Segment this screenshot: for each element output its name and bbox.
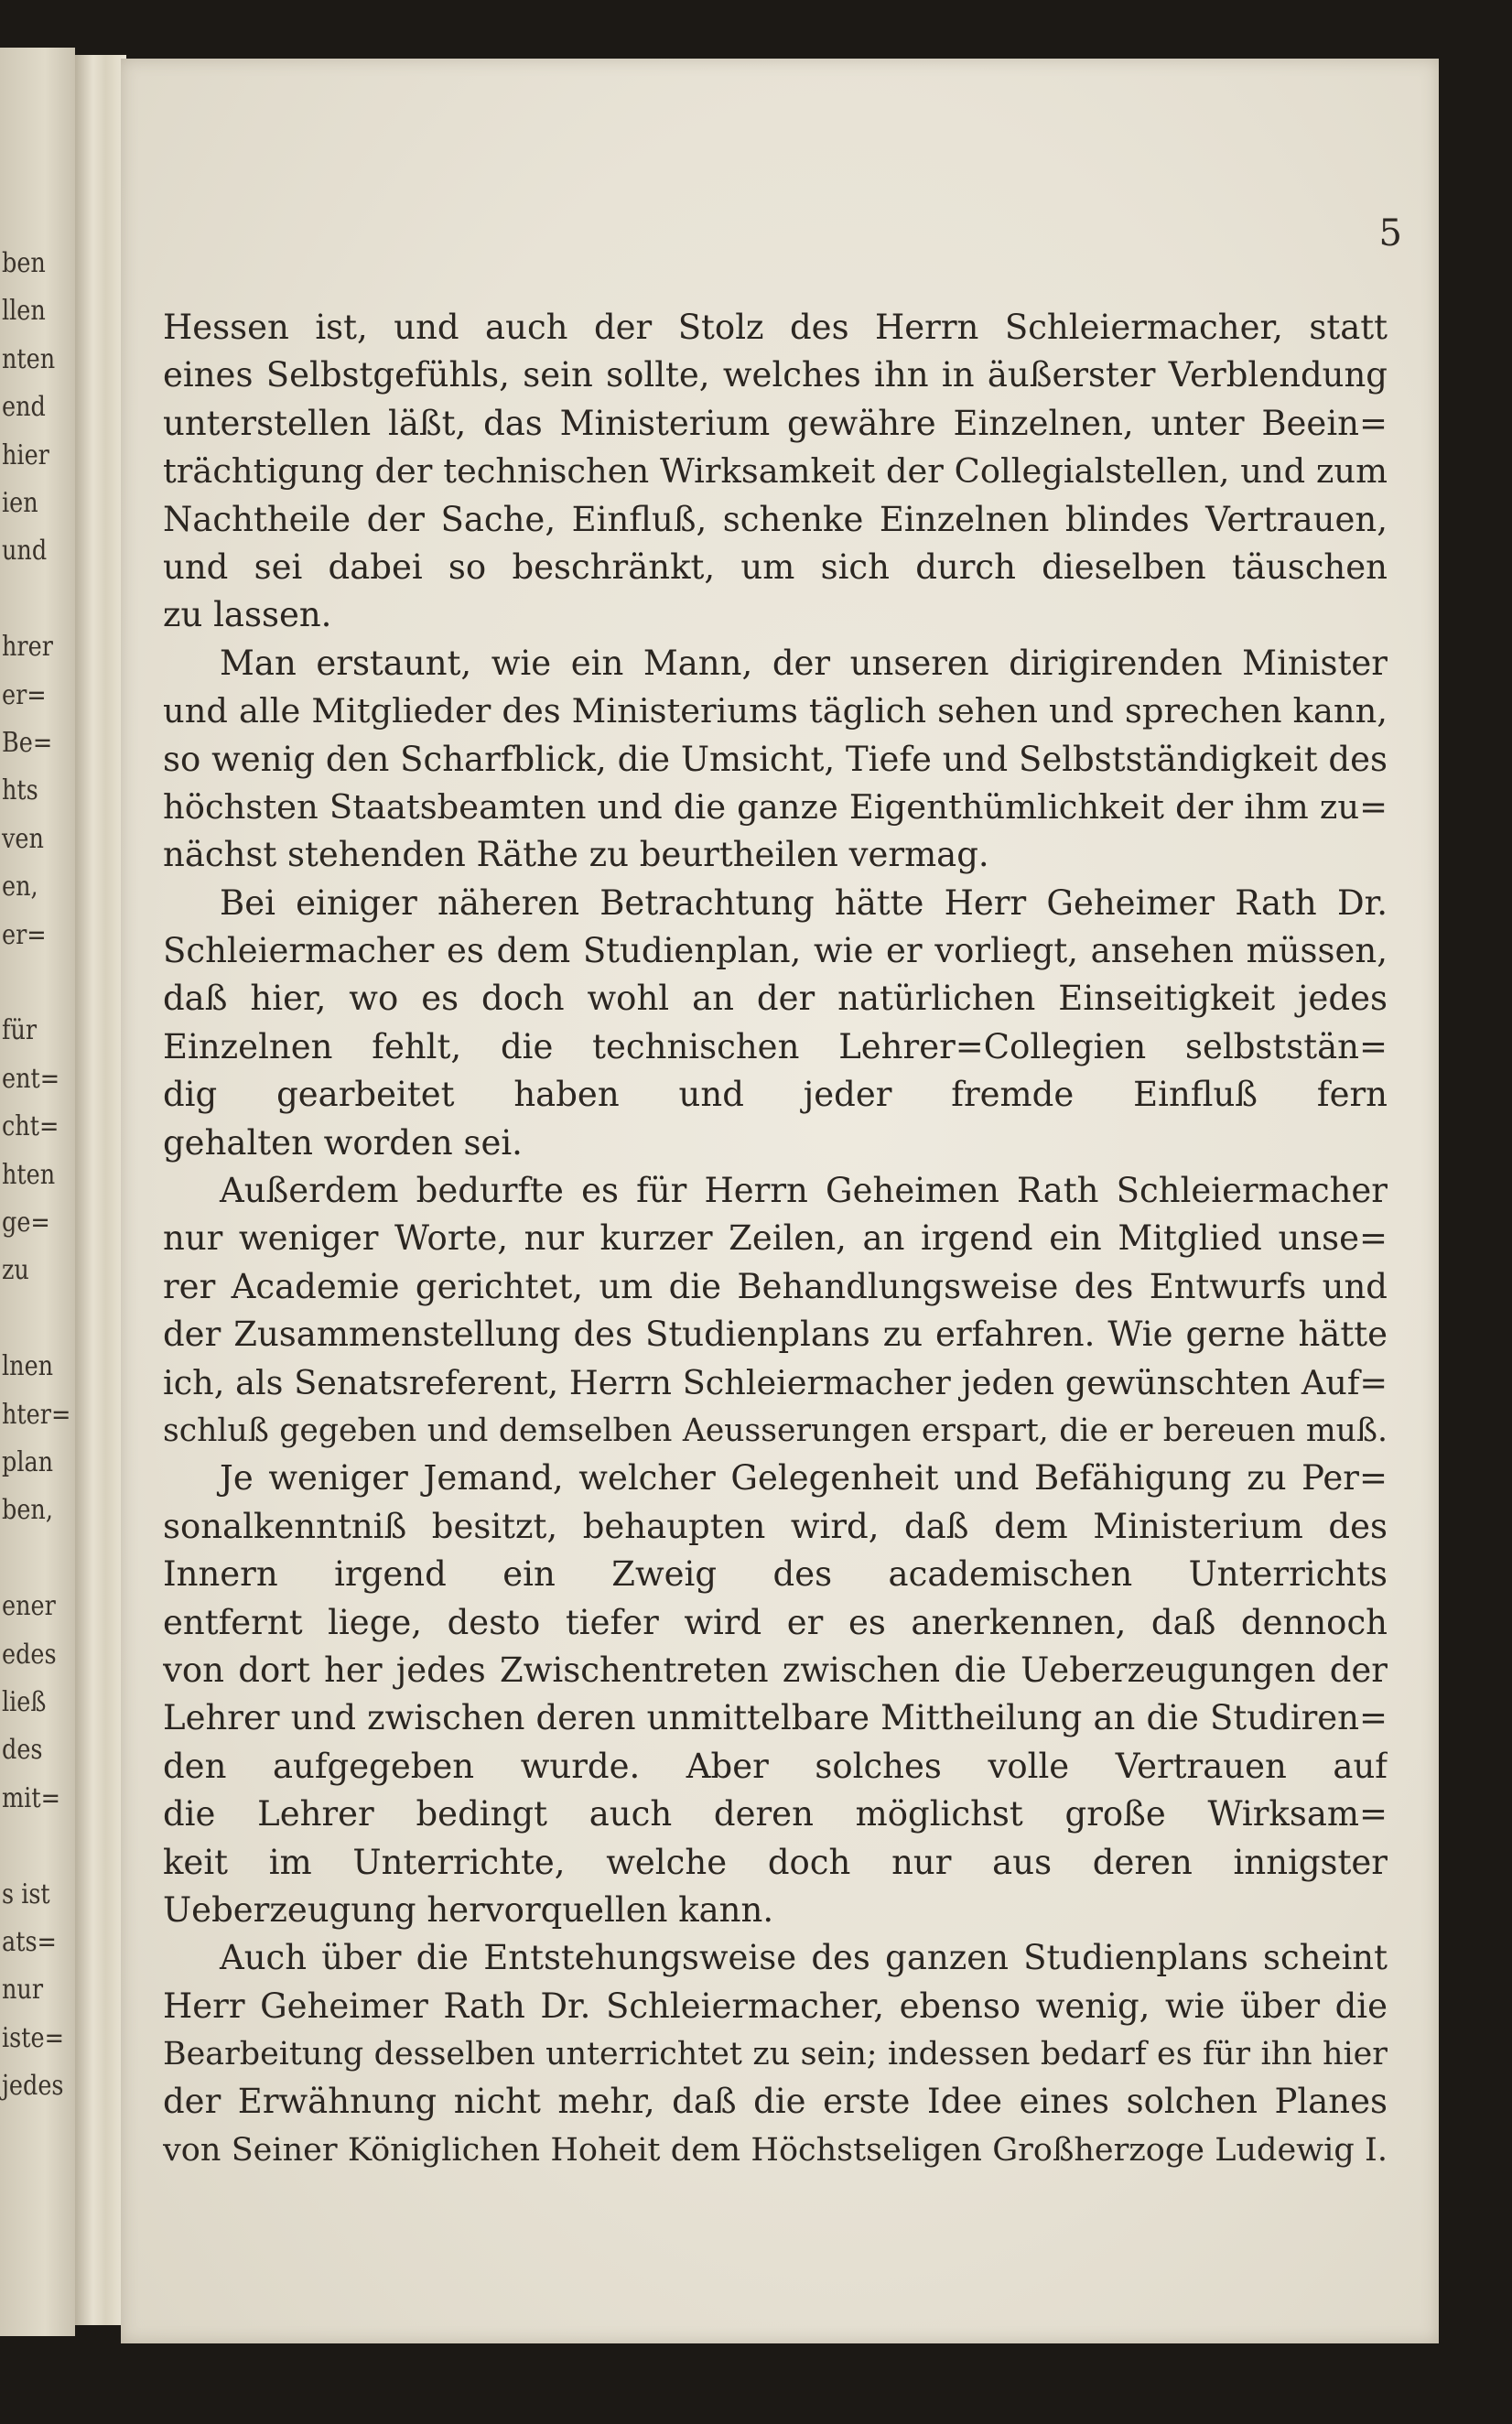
previous-page-fragment: s ist (2, 1878, 50, 1910)
previous-page-fragment: hts (2, 774, 38, 807)
previous-page-fragment: er= (2, 678, 47, 711)
previous-page-fragment: llen (2, 295, 46, 328)
previous-page-fragment: cht= (2, 1110, 59, 1143)
text-line: unterstellen läßt, das Ministerium gewähre Einzelnen, unter Beein= (163, 403, 1388, 443)
text-line: Ueberzeugung hervorquellen kann. (163, 1889, 774, 1930)
text-line: Bearbeitung desselben unterrichtet zu sein; indessen bedarf es für ihn hier (163, 2036, 1388, 2073)
previous-page-fragment: end (2, 391, 46, 424)
text-line: Schleiermacher es dem Studienplan, wie er vorliegt, ansehen müssen, (163, 931, 1388, 971)
text-line: Einzelnen fehlt, die technischen Lehrer=Collegien selbststän= (163, 1026, 1388, 1066)
previous-page-fragment: plan (2, 1446, 54, 1478)
previous-page-fragment: nur (2, 1974, 44, 2007)
previous-page-fragment: ven (2, 822, 44, 855)
page-number: 5 (1378, 212, 1402, 254)
previous-page-fragment: zu (2, 1254, 29, 1287)
text-line: von dort her jedes Zwischentreten zwischen die Ueberzeugungen der (163, 1650, 1388, 1690)
previous-page-fragment: jedes (2, 2070, 64, 2103)
previous-page-fragment: nten (2, 342, 56, 375)
text-line: höchsten Staatsbeamten und die ganze Eigenthümlichkeit der ihm zu= (163, 786, 1388, 827)
text-line: die Lehrer bedingt auch deren möglichst große Wirksam= (163, 1794, 1388, 1834)
previous-page-fragment: ben, (2, 1494, 53, 1527)
previous-page-fragment: ent= (2, 1062, 60, 1095)
text-line: Bei einiger näheren Betrachtung hätte Herr Geheimer Rath Dr. (220, 882, 1388, 923)
text-line: nur weniger Worte, nur kurzer Zeilen, an irgend ein Mitglied unse= (163, 1218, 1388, 1259)
text-line: nächst stehenden Räthe zu beurtheilen vermag. (163, 835, 989, 875)
text-line: Je weniger Jemand, welcher Gelegenheit und Befähigung zu Per= (220, 1458, 1388, 1499)
text-line: zu lassen. (163, 595, 332, 635)
previous-page-fragment: ener (2, 1590, 56, 1623)
text-line: sonalkenntniß besitzt, behaupten wird, daß dem Ministerium des (163, 1506, 1388, 1546)
previous-page-fragment: ge= (2, 1207, 50, 1239)
text-line: gehalten worden sei. (163, 1122, 523, 1163)
previous-page-fragment: hrer (2, 631, 53, 664)
text-line: trächtigung der technischen Wirksamkeit der Collegialstellen, und zum (163, 451, 1388, 492)
previous-page-fragment: und (2, 535, 48, 568)
text-line: und alle Mitglieder des Ministeriums täglich sehen und sprechen kann, (163, 691, 1388, 731)
previous-page-fragment: ats= (2, 1926, 57, 1958)
previous-page-fragment: Be= (2, 727, 53, 759)
text-line: Herr Geheimer Rath Dr. Schleiermacher, ebenso wenig, wie über die (163, 1986, 1388, 2026)
text-line: ich, als Senatsreferent, Herrn Schleiermacher jeden gewünschten Auf= (163, 1362, 1388, 1402)
body-text (163, 304, 1388, 2174)
previous-page-fragment: er= (2, 918, 47, 951)
text-line: Auch über die Entstehungsweise des ganzen Studienplans scheint (220, 1938, 1388, 1978)
previous-page-fragment: ließ (2, 1686, 47, 1718)
text-line: den aufgegeben wurde. Aber solches volle Vertrauen auf (163, 1746, 1388, 1786)
text-line: eines Selbstgefühls, sein sollte, welches ihn in äußerster Verblendung (163, 355, 1388, 395)
text-line: von Seiner Königlichen Hoheit dem Höchstseligen Großherzoge Ludewig I. (163, 2131, 1388, 2169)
previous-page-fragment: hier (2, 438, 49, 471)
text-line: so wenig den Scharfblick, die Umsicht, Tiefe und Selbstständigkeit des (163, 739, 1388, 779)
text-line: Man erstaunt, wie ein Mann, der unseren dirigirenden Minister (220, 643, 1388, 683)
text-line: keit im Unterrichte, welche doch nur aus deren innigster (163, 1842, 1388, 1882)
book-gutter (75, 55, 126, 2325)
previous-page-fragment: ben (2, 247, 46, 279)
text-line: daß hier, wo es doch wohl an der natürlichen Einseitigkeit jedes (163, 979, 1388, 1019)
previous-page-fragment: hter= (2, 1398, 71, 1431)
text-line: der Erwähnung nicht mehr, daß die erste Idee eines solchen Planes (163, 2082, 1388, 2122)
previous-page-edge (0, 48, 75, 2336)
previous-page-fragment: des (2, 1734, 43, 1767)
text-line: Hessen ist, und auch der Stolz des Herrn Schleiermacher, statt (163, 308, 1388, 347)
previous-page-fragment: für (2, 1014, 38, 1047)
previous-page-fragment: iste= (2, 2021, 64, 2054)
text-line: rer Academie gerichtet, um die Behandlungsweise des Entwurfs und (163, 1266, 1388, 1306)
previous-page-fragment: lnen (2, 1350, 54, 1383)
previous-page-fragment: ien (2, 487, 38, 519)
previous-page-fragment: edes (2, 1638, 57, 1671)
text-line: Nachtheile der Sache, Einfluß, schenke Einzelnen blindes Vertrauen, (163, 499, 1388, 539)
text-line: entfernt liege, desto tiefer wird er es anerkennen, daß dennoch (163, 1602, 1388, 1642)
text-line: Außerdem bedurfte es für Herrn Geheimen Rath Schleiermacher (220, 1171, 1388, 1211)
previous-page-fragment: mit= (2, 1781, 60, 1814)
book-page (121, 59, 1439, 2343)
previous-page-fragment: en, (2, 871, 38, 904)
previous-page-fragment: hten (2, 1158, 56, 1191)
text-line: Lehrer und zwischen deren unmittelbare Mittheilung an die Studiren= (163, 1698, 1388, 1738)
text-line: dig gearbeitet haben und jeder fremde Einfluß fern (163, 1075, 1388, 1115)
text-line: schluß gegeben und demselben Aeusserungen erspart, die er bereuen muß. (163, 1412, 1388, 1449)
text-line: der Zusammenstellung des Studienplans zu erfahren. Wie gerne hätte (163, 1315, 1388, 1355)
text-line: und sei dabei so beschränkt, um sich durch dieselben täuschen (163, 546, 1388, 587)
text-line: Innern irgend ein Zweig des academischen Unterrichts (163, 1554, 1388, 1595)
